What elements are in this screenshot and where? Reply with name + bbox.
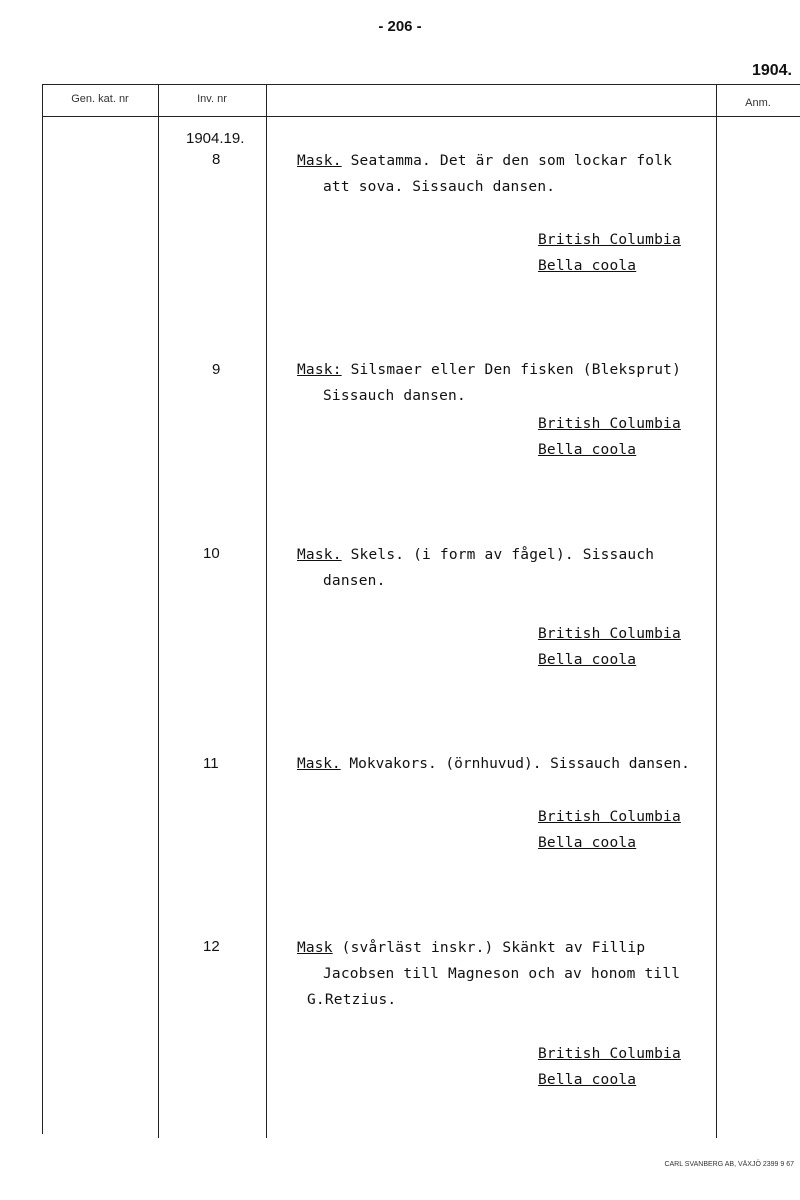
location-region: British Columbia [538, 416, 681, 432]
description-line: G.Retzius. [307, 992, 397, 1008]
series-label: 1904.19. [186, 130, 245, 147]
entry-description [297, 935, 715, 1013]
location-people: Bella coola [538, 258, 637, 274]
item-type: Mask. [297, 547, 342, 563]
description-line: Sissauch dansen. [323, 388, 466, 404]
inventory-number: 12 [203, 938, 220, 955]
location-region: British Columbia [538, 809, 681, 825]
year-mark: 1904. [751, 62, 792, 79]
page-number: - 206 - [378, 18, 422, 35]
header-top-rule [42, 84, 800, 85]
column-divider-left [42, 84, 43, 1134]
location-people: Bella coola [538, 442, 637, 458]
description-line: att sova. Sissauch dansen. [323, 179, 556, 195]
column-divider-inv-text [266, 84, 267, 1138]
entry-description [297, 357, 712, 409]
column-divider-text-anm [716, 84, 717, 1138]
description-line: Jacobsen till Magneson och av honom till [323, 966, 681, 982]
inventory-number: 10 [203, 545, 220, 562]
location-region: British Columbia [538, 626, 681, 642]
header-gen-kat-nr: Gen. kat. nr [71, 93, 129, 105]
location-region: British Columbia [538, 1046, 681, 1062]
entry-description [297, 751, 716, 777]
item-type: Mask. [297, 756, 341, 772]
inventory-number: 8 [212, 151, 221, 168]
header-inv-nr: Inv. nr [197, 93, 227, 105]
location-people: Bella coola [538, 835, 637, 851]
item-type: Mask [297, 940, 333, 956]
description-line: Seatamma. Det är den som lockar folk [350, 153, 673, 169]
item-type: Mask: [297, 362, 342, 378]
location-region: British Columbia [538, 232, 681, 248]
description-line: Mokvakors. (örnhuvud). Sissauch dansen. [349, 756, 690, 772]
description-line: Silsmaer eller Den fisken (Bleksprut) [350, 362, 681, 378]
location-people: Bella coola [538, 1072, 637, 1088]
entry-description [297, 542, 707, 594]
inventory-number: 9 [212, 361, 221, 378]
header-bottom-rule [42, 116, 800, 117]
item-type: Mask. [297, 153, 342, 169]
printer-imprint: CARL SVANBERG AB, VÄXJÖ 2399 9 67 [664, 1161, 794, 1168]
location-people: Bella coola [538, 652, 637, 668]
description-line: dansen. [323, 573, 386, 589]
description-line: Skels. (i form av fågel). Sissauch [350, 547, 655, 563]
column-divider-gen-inv [158, 84, 159, 1138]
inventory-number: 11 [203, 755, 219, 772]
entry-description [297, 148, 707, 200]
description-line: (svårläst inskr.) Skänkt av Fillip [341, 940, 646, 956]
header-anm: Anm. [745, 97, 771, 109]
